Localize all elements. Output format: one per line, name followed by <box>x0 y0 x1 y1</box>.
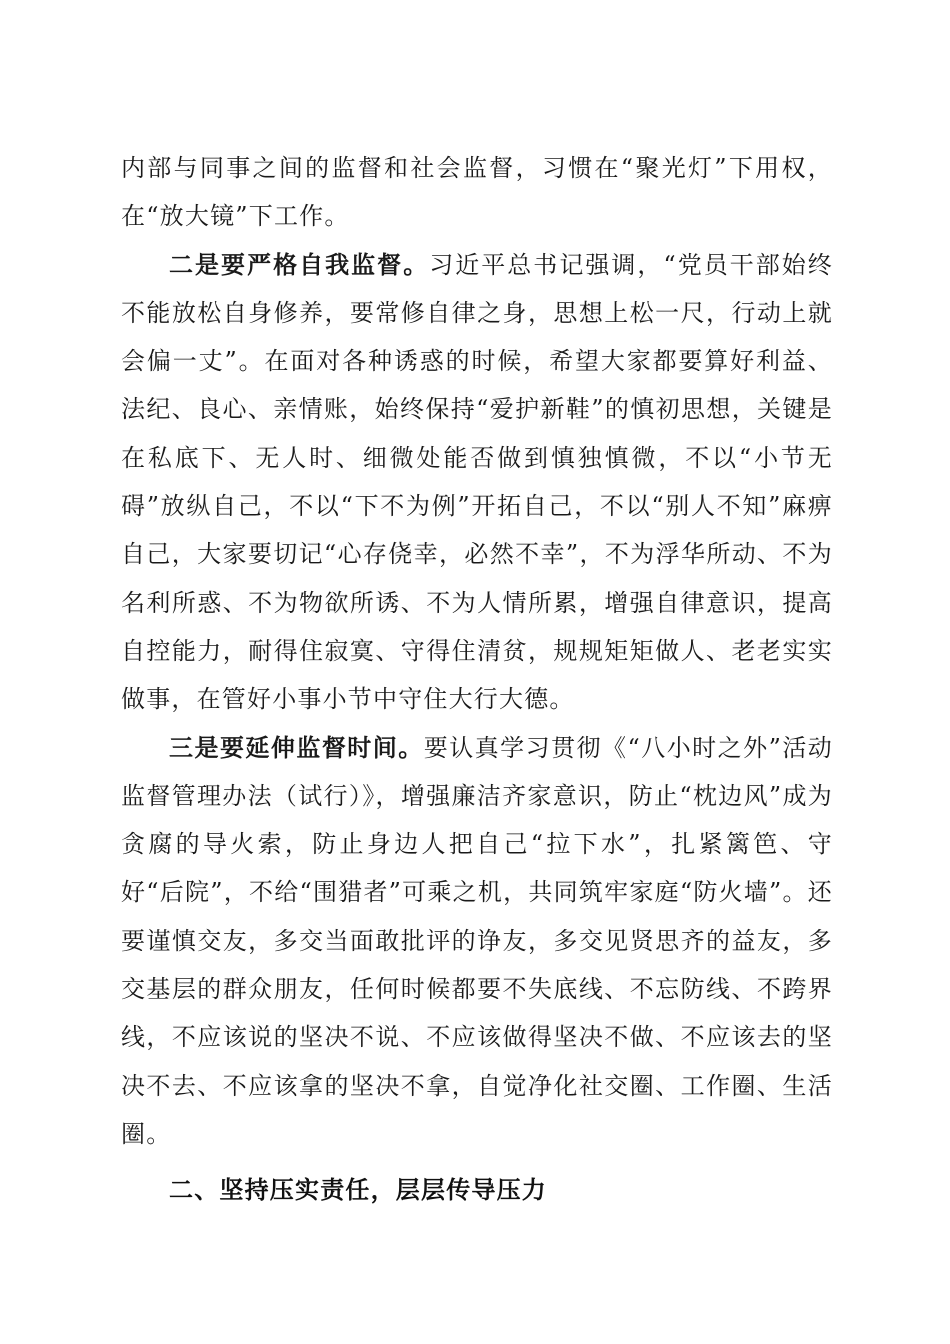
paragraph-lead: 三是要延伸监督时间。 <box>169 732 424 762</box>
paragraph-text: 习近平总书记强调，“党员干部始终不能放松自身修养，要常修自律之身，思想上松一尺，行动上就会偏一丈”。在面对各种诱惑的时候，希望大家都要算好利益、法纪、良心、亲情账，始终保持“爱护新鞋”的慎初思想，关键是在私底下、无人时、细微处能否做到慎独慎微，不以“小节无碍”放纵自己，不以“下不为例”开拓自己，不以“别人不知”麻痹自己，大家要切记“心存侥幸，必然不幸”，不为浮华所动、不为名利所惑、不为物欲所诱、不为人情所累，增强自律意识，提高自控能力，耐得住寂寞、守得住清贫，规规矩矩做人、老老实实做事，在管好小事小节中守住大行大德。 <box>121 250 834 714</box>
paragraph-text: 内部与同事之间的监督和社会监督，习惯在“聚光灯”下用权，在“放大镜”下工作。 <box>121 154 833 231</box>
paragraph-text: 要认真学习贯彻《“八小时之外”活动监督管理办法（试行）》，增强廉洁齐家意识，防止“枕边风”成为贪腐的导火索，防止身边人把自己“拉下水”，扎紧篱笆、守好“后院”，不给“围猎者”可乘之机，共同筑牢家庭“防火墙”。还要谨慎交友，多交当面敢批评的诤友，多交见贤思齐的益友，多交基层的群众朋友，任何时候都要不失底线、不忘防线、不跨界线，不应该说的坚决不说、不应该做得坚决不做、不应该去的坚决不去、不应该拿的坚决不拿，自觉净化社交圈、工作圈、生活圈。 <box>121 733 833 1148</box>
paragraph-self-supervision <box>121 241 833 724</box>
paragraph-lead: 二是要严格自我监督。 <box>169 249 430 279</box>
document-body <box>121 144 833 1215</box>
paragraph-extend-supervision <box>121 724 833 1159</box>
section-heading: 二、坚持压实责任，层层传导压力 <box>169 1176 547 1205</box>
paragraph-continuation <box>121 144 833 241</box>
